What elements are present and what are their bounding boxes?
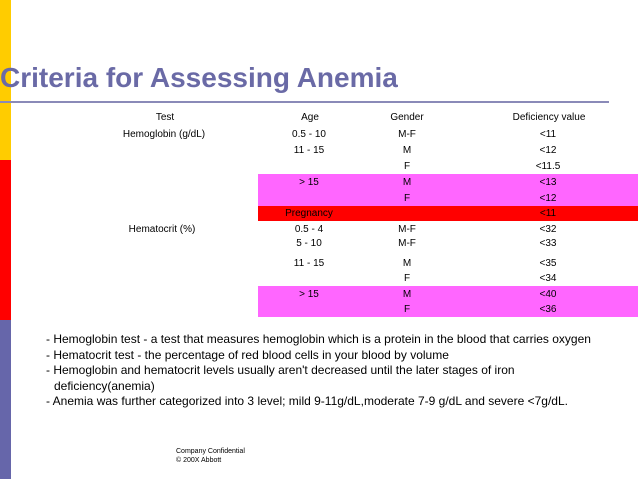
row-gender: M bbox=[402, 258, 412, 269]
row-gender: M bbox=[402, 177, 412, 188]
row-value: <32 bbox=[539, 224, 557, 235]
row-gender: F bbox=[403, 273, 411, 284]
row-value: <13 bbox=[539, 177, 557, 188]
row-value: <12 bbox=[539, 145, 557, 156]
slide-title: Criteria for Assessing Anemia bbox=[0, 62, 398, 93]
row-gender: M-F bbox=[398, 224, 416, 235]
row-gender: M bbox=[402, 145, 412, 156]
row-age: 5 - 10 bbox=[296, 238, 322, 249]
row-age: > 15 bbox=[299, 177, 319, 188]
row-gender: F bbox=[403, 161, 411, 172]
header-deficiency: Deficiency value bbox=[512, 112, 586, 123]
row-age: 0.5 - 10 bbox=[292, 129, 326, 140]
row-value: <34 bbox=[539, 273, 557, 284]
row-gender: F bbox=[403, 304, 411, 315]
row-age: Pregnancy bbox=[285, 208, 333, 219]
row-gender: M bbox=[402, 289, 412, 300]
note-levels-continued: deficiency(anemia) bbox=[54, 378, 155, 393]
row-age: > 15 bbox=[299, 289, 319, 300]
test-hematocrit: Hematocrit (%) bbox=[128, 224, 196, 235]
row-value: <35 bbox=[539, 258, 557, 269]
note-anemia-levels: - Anemia was further categorized into 3 level; mild 9-11g/dL,moderate 7-9 g/dL and severe <7g/dL. bbox=[46, 394, 568, 408]
note-hematocrit-test: - Hematocrit test - the percentage of red blood cells in your blood by volume bbox=[46, 347, 449, 362]
row-value: <12 bbox=[539, 193, 557, 204]
footer-confidential: Company Confidential bbox=[176, 448, 245, 455]
row-age: 11 - 15 bbox=[293, 145, 325, 156]
notes-list bbox=[46, 332, 591, 410]
row-value: <11 bbox=[539, 208, 557, 219]
header-gender: Gender bbox=[390, 112, 424, 123]
row-value: <11.5 bbox=[535, 161, 561, 172]
row-value: <40 bbox=[539, 289, 557, 300]
header-test: Test bbox=[155, 112, 175, 123]
footer bbox=[176, 447, 245, 465]
footer-copyright: © 200X Abbott bbox=[176, 457, 222, 464]
row-age: 0.5 - 4 bbox=[294, 224, 324, 235]
row-gender: F bbox=[403, 193, 411, 204]
note-hemoglobin-test: - Hemoglobin test - a test that measures hemoglobin which is a protein in the blood that carries oxygen bbox=[46, 332, 591, 346]
row-gender: M-F bbox=[398, 129, 416, 140]
header-age: Age bbox=[301, 112, 319, 123]
row-value: <36 bbox=[539, 304, 557, 315]
test-hemoglobin: Hemoglobin (g/dL) bbox=[122, 129, 206, 140]
row-age: 11 - 15 bbox=[293, 258, 325, 269]
row-value: <33 bbox=[539, 238, 557, 249]
row-gender: M-F bbox=[398, 238, 416, 249]
row-value: <11 bbox=[539, 129, 557, 140]
note-levels: - Hemoglobin and hematocrit levels usually aren't decreased until the later stages of iron bbox=[46, 363, 515, 377]
